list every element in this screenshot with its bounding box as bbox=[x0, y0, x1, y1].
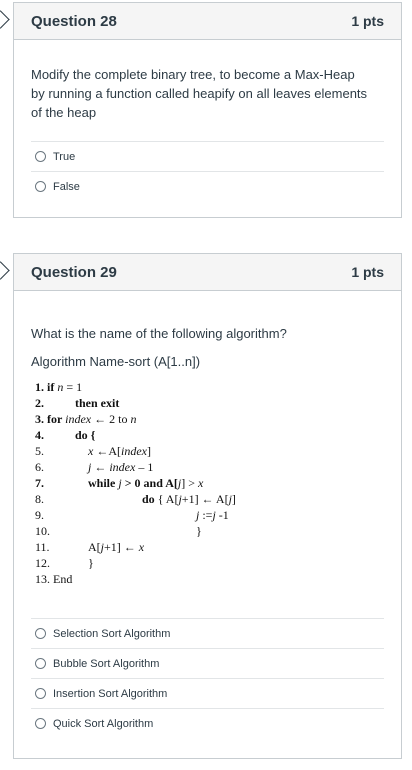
question-flag-icon[interactable] bbox=[0, 10, 10, 28]
radio-button[interactable] bbox=[35, 718, 46, 729]
question-text: What is the name of the following algorithm? bbox=[31, 326, 287, 341]
code-line: 10. } bbox=[35, 524, 202, 538]
answer-option-quick-sort[interactable] bbox=[31, 708, 384, 738]
answer-label[interactable]: Selection Sort Algorithm bbox=[53, 627, 171, 640]
question-header bbox=[14, 3, 401, 40]
code-line: 4. do { bbox=[35, 428, 96, 442]
question-flag-icon[interactable] bbox=[0, 261, 10, 279]
answer-option-insertion-sort[interactable] bbox=[31, 678, 384, 708]
answer-list bbox=[31, 618, 384, 738]
answer-label[interactable]: False bbox=[53, 180, 80, 193]
radio-button[interactable] bbox=[35, 658, 46, 669]
answer-label[interactable]: Insertion Sort Algorithm bbox=[53, 687, 168, 700]
answer-label[interactable]: Quick Sort Algorithm bbox=[53, 717, 154, 730]
code-line: 5. x ←A[index] bbox=[35, 444, 151, 458]
code-line: 13. End bbox=[35, 572, 73, 586]
algorithm-pseudocode bbox=[35, 379, 375, 594]
question-header bbox=[14, 254, 401, 291]
code-line: 9. j :=j -1 bbox=[35, 508, 229, 522]
question-title: Question 29 bbox=[31, 263, 117, 281]
radio-button[interactable] bbox=[35, 688, 46, 699]
code-line: 6. j ← index – 1 bbox=[35, 460, 154, 474]
answer-option-selection-sort[interactable] bbox=[31, 618, 384, 648]
answer-label[interactable]: True bbox=[53, 150, 76, 163]
code-line: 8. do { A[j+1] ← A[j] bbox=[35, 492, 236, 506]
code-line: 3. for index ← 2 to n bbox=[35, 412, 137, 426]
question-card-28 bbox=[13, 2, 402, 218]
code-line: 1. if n = 1 bbox=[35, 380, 83, 394]
radio-button[interactable] bbox=[35, 151, 46, 162]
question-title: Question 28 bbox=[31, 12, 117, 30]
answer-label[interactable]: Bubble Sort Algorithm bbox=[53, 657, 160, 670]
radio-button[interactable] bbox=[35, 628, 46, 639]
question-points: 1 pts bbox=[351, 13, 384, 29]
code-line: 2. then exit bbox=[35, 396, 120, 410]
question-points: 1 pts bbox=[351, 264, 384, 280]
radio-button[interactable] bbox=[35, 181, 46, 192]
answer-option-true[interactable] bbox=[31, 141, 384, 171]
answer-list bbox=[31, 141, 384, 201]
answer-option-false[interactable] bbox=[31, 171, 384, 201]
algorithm-name: Algorithm Name-sort (A[1..n]) bbox=[31, 354, 201, 369]
code-line: 11. A[j+1] ← x bbox=[35, 540, 145, 554]
question-card-29 bbox=[13, 253, 402, 759]
question-text: Modify the complete binary tree, to become a Max-Heap by running a function called heapify on all leaves elements of the heap bbox=[31, 67, 368, 120]
code-line: 7. while j > 0 and A[j] > x bbox=[35, 476, 204, 490]
answer-option-bubble-sort[interactable] bbox=[31, 648, 384, 678]
code-line: 12. } bbox=[35, 556, 94, 570]
